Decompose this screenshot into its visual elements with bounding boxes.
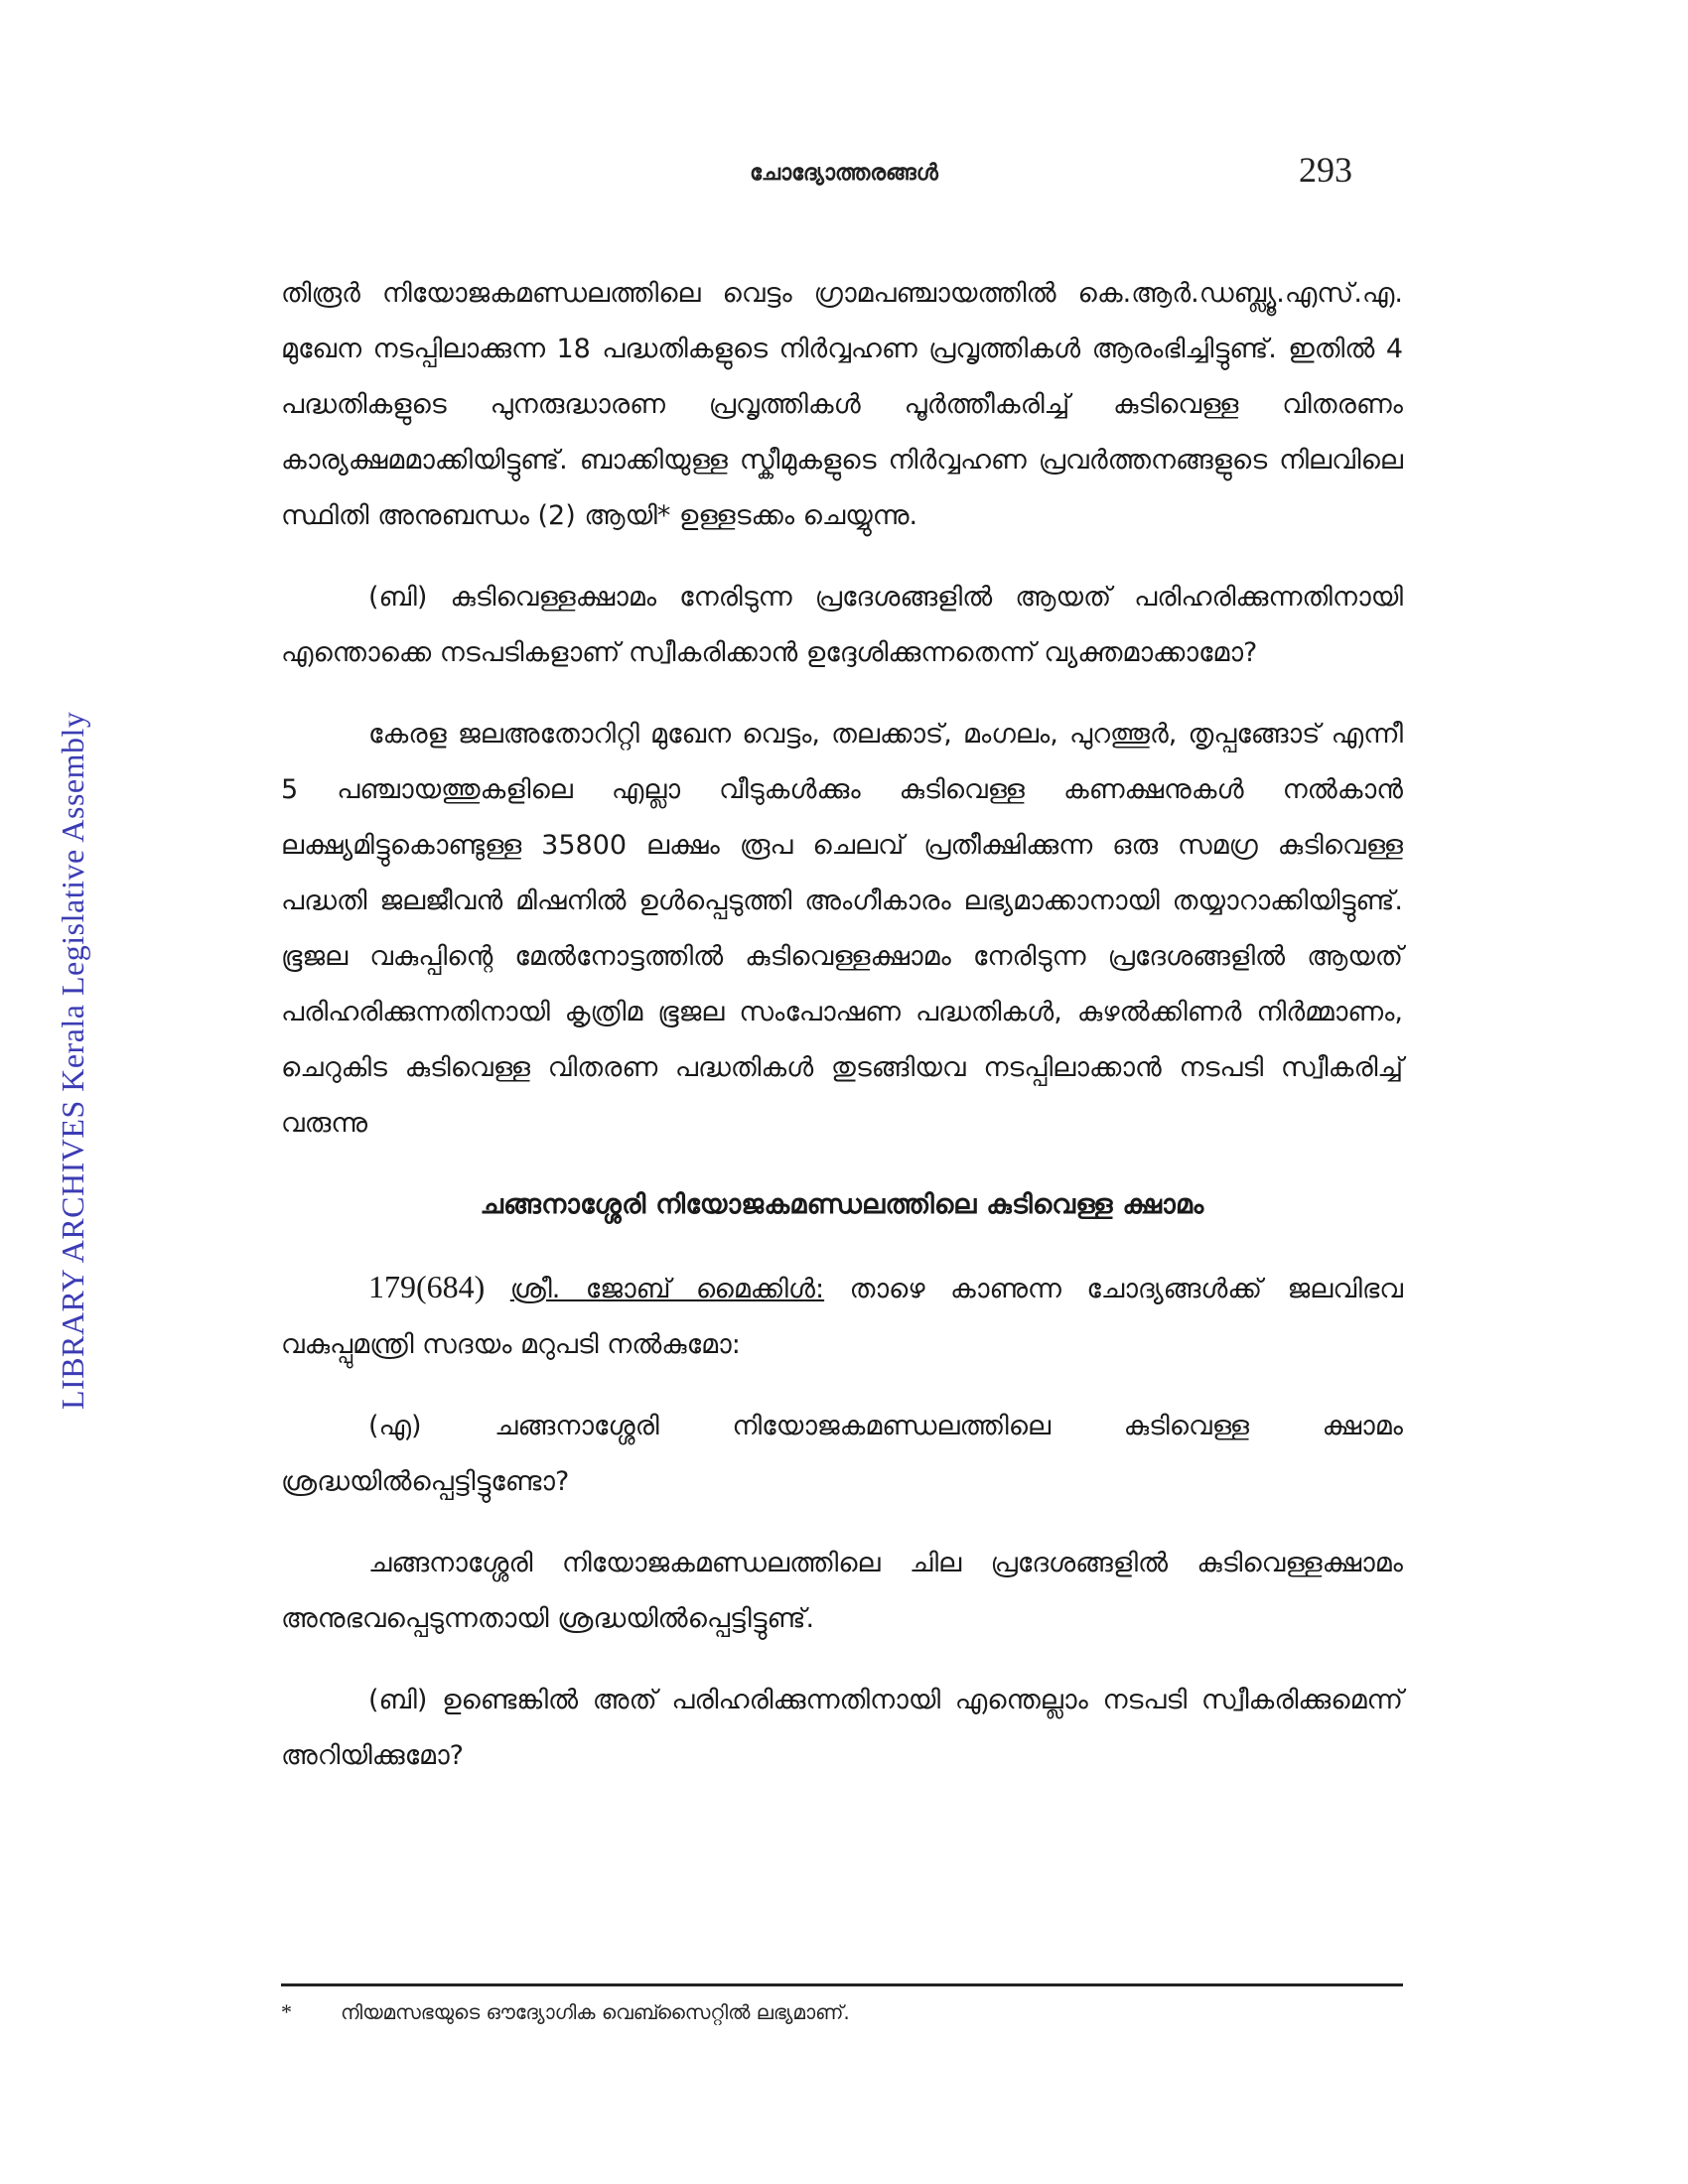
question-intro: [281, 1259, 1403, 1373]
member-name: ശ്രീ. ജോബ് മൈക്കിൾ:: [509, 1274, 825, 1304]
running-title: ചോദ്യോത്തരങ്ങൾ: [750, 161, 938, 186]
answer-paragraph-1: തിരൂർ നിയോജകമണ്ഡലത്തിലെ വെട്ടം ഗ്രാമപഞ്ചായത്തിൽ കെ.ആർ.ഡബ്ല്യൂ.എസ്.എ. മുഖേന നടപ്പിലാക്കുന്ന 18 പദ്ധതികളുടെ നിർവ്വഹണ പ്രവൃത്തികൾ ആരംഭിച്ചിട്ടുണ്ട്. ഇതിൽ 4 പദ്ധതികളുടെ പുനരുദ്ധാരണ പ്രവൃത്തികൾ പൂർത്തീകരിച്ച് കുടിവെള്ള വിതരണം കാര്യക്ഷമമാക്കിയിട്ടുണ്ട്. ബാക്കിയുള്ള സ്കീമുകളുടെ നിർവ്വഹണ പ്രവർത്തനങ്ങളുടെ നിലവിലെ സ്ഥിതി അനുബന്ധം (2) ആയി* ഉള്ളടക്കം ചെയ്യുന്നു.: [281, 278, 1403, 531]
section-heading: ചങ്ങനാശ്ശേരി നിയോജകമണ്ഡലത്തിലെ കുടിവെള്ള ക്ഷാമം: [480, 1189, 1204, 1220]
answer-paragraph-2: കേരള ജലഅതോറിറ്റി മുഖേന വെട്ടം, തലക്കാട്, മംഗലം, പുറത്തൂർ, തൃപ്പങ്ങോട് എന്നീ 5 പഞ്ചായത്തുകളിലെ എല്ലാ വീടുകൾക്കും കുടിവെള്ള കണക്ഷനുകൾ നൽകാൻ ലക്ഷ്യമിട്ടുകൊണ്ടുള്ള 35800 ലക്ഷം രൂപ ചെലവ് പ്രതീക്ഷിക്കുന്ന ഒരു സമഗ്ര കുടിവെള്ള പദ്ധതി ജലജീവൻ മിഷനിൽ ഉൾപ്പെടുത്തി അംഗീകാരം ലഭ്യമാക്കാനായി തയ്യാറാക്കിയിട്ടുണ്ട്. ഭൂജല വകുപ്പിന്റെ മേൽനോട്ടത്തിൽ കുടിവെള്ളക്ഷാമം നേരിടുന്ന പ്രദേശങ്ങളിൽ ആയത് പരിഹരിക്കുന്നതിനായി കൃത്രിമ ഭൂജല സംപോഷണ പദ്ധതികൾ, കുഴൽക്കിണർ നിർമ്മാണം, ചെറുകിട കുടിവെള്ള വിതരണ പദ്ധതികൾ തുടങ്ങിയവ നടപ്പിലാക്കാൻ നടപടി സ്വീകരിച്ച് വരുന്നു: [281, 719, 1403, 1139]
footnote-divider: [281, 1983, 1403, 1986]
page-number: 293: [1299, 150, 1352, 190]
footnote-text: നിയമസഭയുടെ ഔദ്യോഗിക വെബ്സൈറ്റിൽ ലഭ്യമാണ്.: [341, 2000, 850, 2024]
footnote: [281, 1999, 1403, 2025]
footnote-mark: *: [281, 1999, 292, 2024]
question-intro-text: താഴെ കാണുന്ന ചോദ്യങ്ങൾക്ക് ജലവിഭവ വകുപ്പുമന്ത്രി സദയം മറുപടി നൽകുമോ:: [281, 1274, 1403, 1360]
question-b-paragraph: (ബി) കുടിവെള്ളക്ഷാമം നേരിടുന്ന പ്രദേശങ്ങളിൽ ആയത് പരിഹരിക്കുന്നതിനായി എന്തൊക്കെ നടപടികളാണ് സ്വീകരിക്കാൻ ഉദ്ദേശിക്കുന്നതെന്ന് വ്യക്തമാക്കാമോ?: [281, 582, 1403, 668]
question-b2-paragraph: (ബി) ഉണ്ടെങ്കിൽ അത് പരിഹരിക്കുന്നതിനായി എന്തെല്ലാം നടപടി സ്വീകരിക്കുമെന്ന് അറിയിക്കുമോ?: [281, 1685, 1403, 1771]
archive-watermark: LIBRARY ARCHIVES Kerala Legislative Assembly: [55, 711, 90, 1410]
question-number: 179(684): [368, 1269, 486, 1304]
page-body: [281, 266, 1403, 1810]
question-a-paragraph: (എ) ചങ്ങനാശ്ശേരി നിയോജകമണ്ഡലത്തിലെ കുടിവെള്ള ക്ഷാമം ശ്രദ്ധയിൽപ്പെട്ടിട്ടുണ്ടോ?: [281, 1411, 1403, 1497]
answer-a-paragraph: ചങ്ങനാശ്ശേരി നിയോജകമണ്ഡലത്തിലെ ചില പ്രദേശങ്ങളിൽ കുടിവെള്ളക്ഷാമം അനുഭവപ്പെടുന്നതായി ശ്രദ്ധയിൽപ്പെട്ടിട്ടുണ്ട്.: [281, 1548, 1403, 1634]
